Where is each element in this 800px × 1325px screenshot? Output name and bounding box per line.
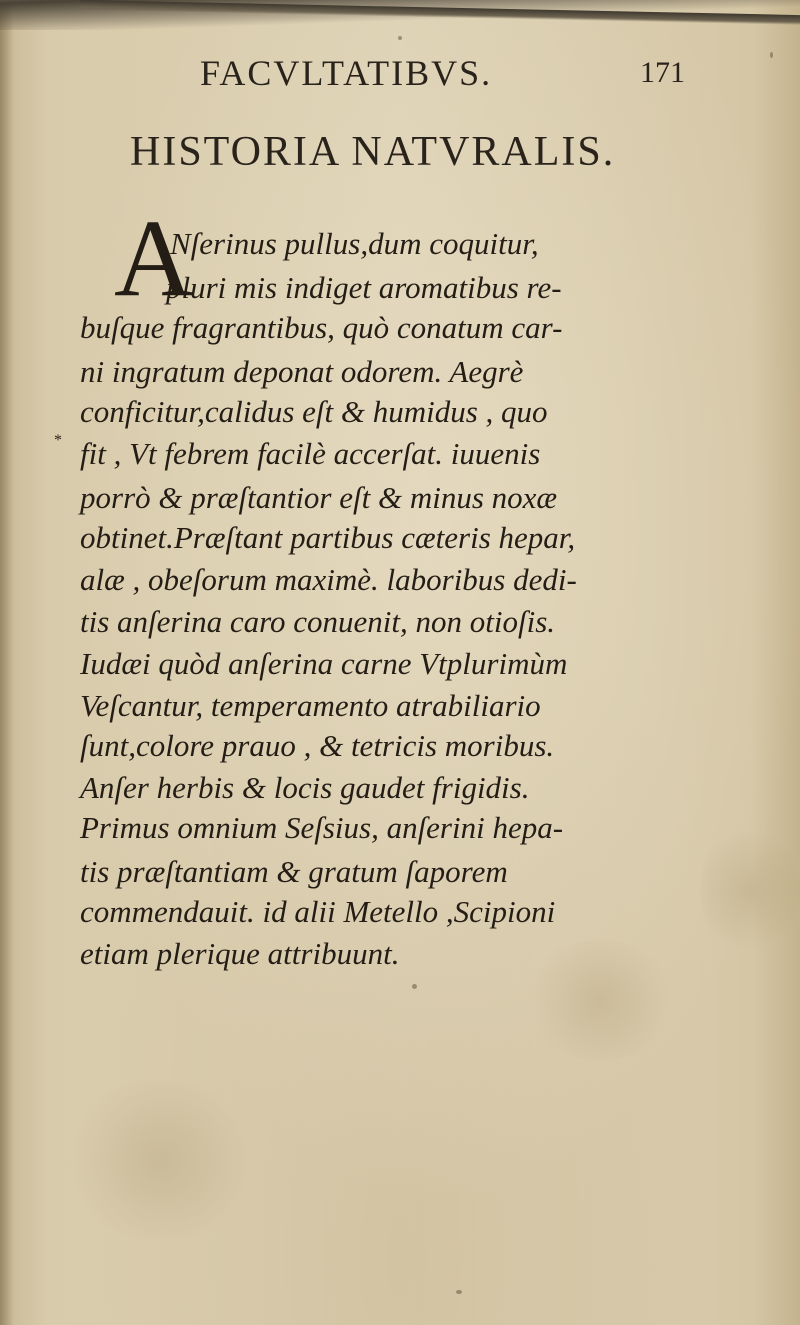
section-title: HISTORIA NATVRALIS. — [130, 129, 616, 175]
drop-cap: A — [114, 197, 194, 319]
text-line: fit , Vt febrem facilè accerſat. iuuenis — [80, 436, 541, 471]
text-line: buſque fragrantibus, quò conatum car- — [80, 310, 563, 345]
text-line: Anſer herbis & locis gaudet frigidis. — [80, 770, 530, 805]
paper-stain — [520, 940, 680, 1060]
running-head: FACVLTATIBVS. — [200, 53, 493, 93]
text-line: alæ , obeſorum maximè. laboribus dedi- — [80, 562, 577, 597]
paper-stain — [60, 1080, 260, 1240]
page-number: 171 — [640, 56, 685, 89]
text-line: Iudæi quòd anſerina carne Vtplurimùm — [80, 646, 568, 681]
text-line: etiam plerique attribuunt. — [80, 936, 400, 971]
text-line: pluri mis indiget aromatibus re- — [166, 270, 562, 305]
text-line: Veſcantur, temperamento atrabiliario — [80, 688, 541, 723]
text-line: conficitur,calidus eſt & humidus , quo — [80, 394, 548, 429]
paper-stain — [700, 820, 800, 960]
paper-speck — [456, 1290, 462, 1294]
text-line: commendauit. id alii Metello ,Scipioni — [80, 894, 556, 929]
text-line: porrò & præſtantior eſt & minus noxæ — [80, 480, 558, 515]
paper-speck — [412, 984, 417, 989]
text-line: tis anſerina caro conuenit, non otioſis. — [80, 604, 556, 639]
paper-speck — [398, 36, 402, 40]
text-line: ſunt,colore prauo , & tetricis moribus. — [80, 728, 555, 763]
text-line: obtinet.Præſtant partibus cæteris hepar, — [80, 520, 576, 555]
page-gutter-shadow — [0, 0, 14, 1325]
text-line: tis præſtantiam & gratum ſaporem — [80, 854, 508, 889]
text-line: ni ingratum deponat odorem. Aegrè — [80, 354, 524, 389]
text-line: Primus omnium Seſsius, anſerini hepa- — [80, 810, 564, 845]
marginal-mark: * — [54, 432, 62, 449]
text-line: Nſerinus pullus,dum coquitur, — [170, 226, 539, 261]
page-header — [0, 48, 800, 98]
